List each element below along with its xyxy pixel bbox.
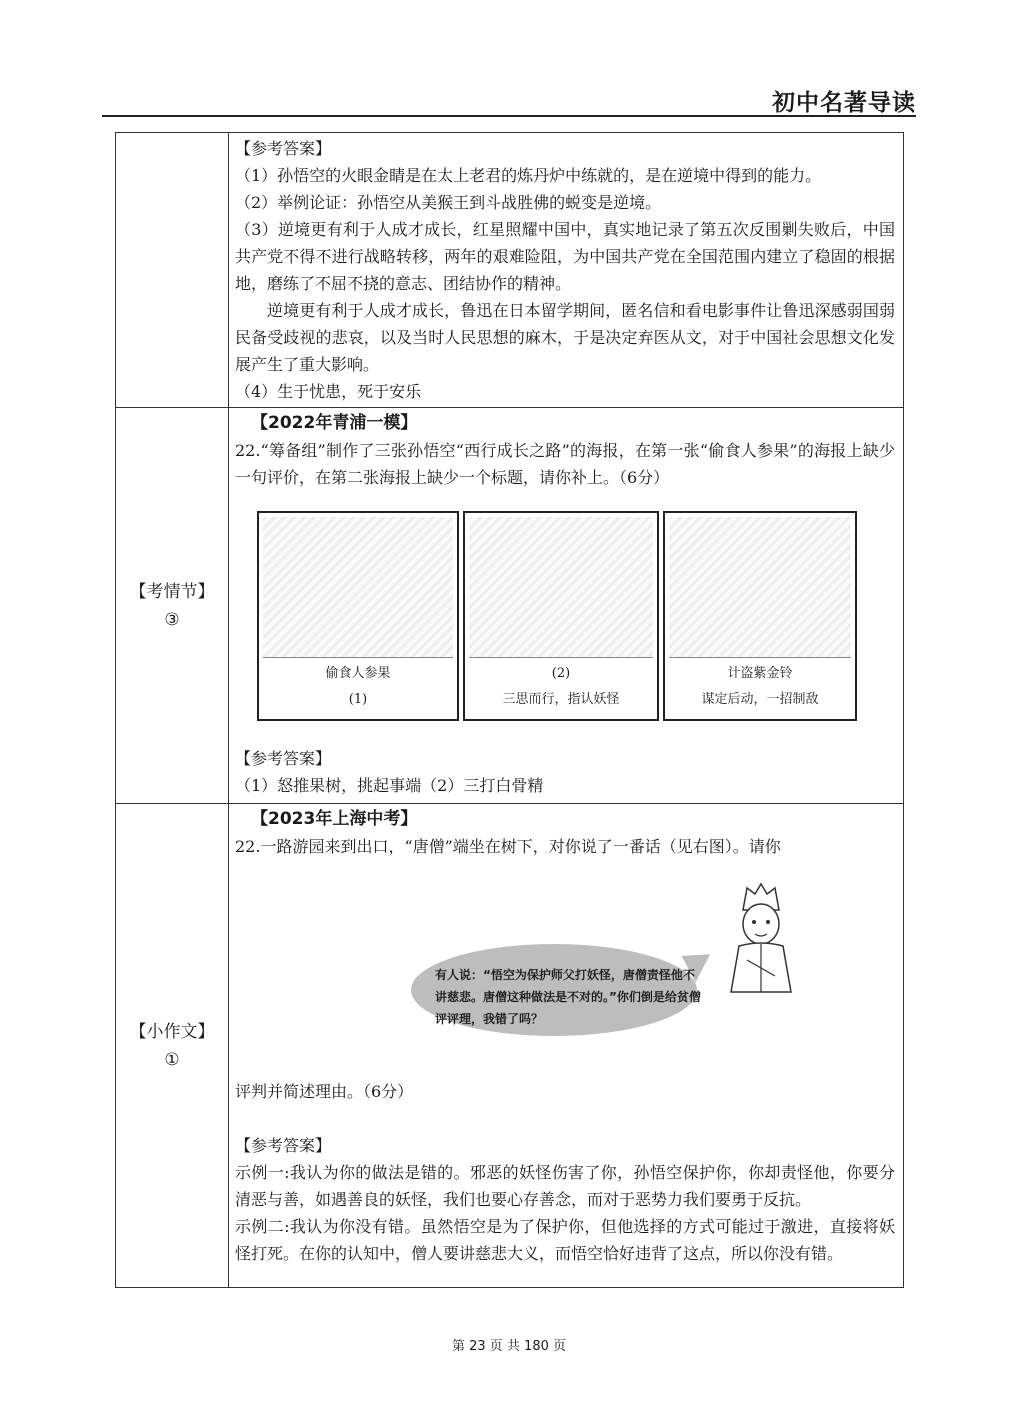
- content-table: [115, 132, 904, 1288]
- row-label: [116, 408, 229, 804]
- panel-caption: 谋定后动，一招制敌: [701, 692, 819, 707]
- answer-line: （2）举例论证：孙悟空从美猴王到斗战胜佛的蜕变是逆境。: [235, 193, 662, 212]
- row-label-number: ①: [164, 1049, 180, 1070]
- question-text: 评判并简述理由。（6分）: [235, 1082, 414, 1101]
- poster-comic: [257, 505, 883, 727]
- table-row: [116, 408, 904, 804]
- table-row: [116, 804, 904, 1288]
- row-label: [116, 804, 229, 1288]
- row-label-text: 【考情节】: [129, 581, 215, 602]
- answer-paragraph: 示例二:我认为你没有错。虽然悟空是为了保护你，但他选择的方式可能过于激进，直接将妖怪打死。在你的认知中，僧人要讲慈悲大义，而悟空恰好违背了这点，所以你没有错。: [235, 1217, 895, 1263]
- answer-paragraph: 逆境更有利于人成才成长，鲁迅在日本留学期间，匿名信和看电影事件让鲁迅深感弱国弱民备受歧视的悲哀，以及当时人民思想的麻木，于是决定弃医从文，对于中国社会思想文化发展产生了重大影响。: [235, 301, 895, 374]
- panel-caption: 三思而行，指认妖怪: [502, 692, 620, 707]
- panel-illustration: [669, 517, 851, 658]
- speech-bubble-text: 有人说：“悟空为保护师父打妖怪，唐僧责怪他不讲慈悲。唐僧这种做法是不对的。”你们倒是给贫僧评评理，我错了吗？: [435, 968, 701, 1026]
- answer-paragraph: 示例一:我认为你的做法是错的。邪恶的妖怪伤害了你，孙悟空保护你，你却责怪他，你要分清恶与善，如遇善良的妖怪，我们也要心存善念，而对于恶势力我们要勇于反抗。: [235, 1163, 895, 1209]
- question-text: 22.“筹备组”制作了三张孙悟空“西行成长之路”的海报，在第一张“偷食人参果”的海报上缺少一句评价，在第二张海报上缺少一个标题，请你补上。（6分）: [235, 441, 895, 487]
- row-content: [229, 804, 904, 1288]
- panel-caption: (1): [348, 692, 368, 707]
- exam-title: 【2023年上海中考】: [251, 809, 418, 829]
- table-row: [116, 133, 904, 408]
- header-rule: [102, 115, 916, 117]
- row-content: [229, 133, 904, 408]
- panel-illustration: [469, 517, 653, 658]
- row-content: [229, 408, 904, 804]
- answer-heading: 【参考答案】: [235, 1136, 332, 1155]
- monk-icon: [721, 880, 801, 1000]
- answer-line: （1）孙悟空的火眼金睛是在太上老君的炼丹炉中练就的，是在逆境中得到的能力。: [235, 166, 822, 185]
- page-number: 第 23 页 共 180 页: [451, 1339, 567, 1354]
- row-label-number: ③: [164, 609, 180, 630]
- answer-line: （4）生于忧患，死于安乐: [235, 382, 422, 401]
- panel-illustration: [263, 517, 453, 658]
- poster-panel: [257, 511, 459, 721]
- question-text: 22.一路游园来到出口，“唐僧”端坐在树下，对你说了一番话（见右图）。请你: [235, 837, 781, 856]
- poster-panel: [663, 511, 857, 721]
- exam-title: 【2022年青浦一模】: [251, 413, 418, 433]
- tang-monk-illustration: [235, 860, 895, 1078]
- header-title: 初中名著导读: [772, 90, 916, 116]
- answer-heading: 【参考答案】: [235, 749, 332, 768]
- poster-panel: [463, 511, 659, 721]
- row-label-text: 【小作文】: [129, 1021, 215, 1042]
- panel-caption: (2): [551, 666, 571, 681]
- panel-caption: 计盗紫金铃: [727, 666, 793, 681]
- answer-heading: 【参考答案】: [235, 139, 332, 158]
- row-label: [116, 133, 229, 408]
- answer-line: （1）怒推果树，挑起事端（2）三打白骨精: [235, 776, 544, 795]
- answer-paragraph: （3）逆境更有利于人成才成长，红星照耀中国中，真实地记录了第五次反围剿失败后，中国共产党不得不进行战略转移，两年的艰难险阻，为中国共产党在全国范围内建立了稳固的根据地，磨练了不屈不挠的意志、团结协作的精神。: [235, 220, 895, 293]
- panel-caption: 偷食人参果: [325, 666, 391, 681]
